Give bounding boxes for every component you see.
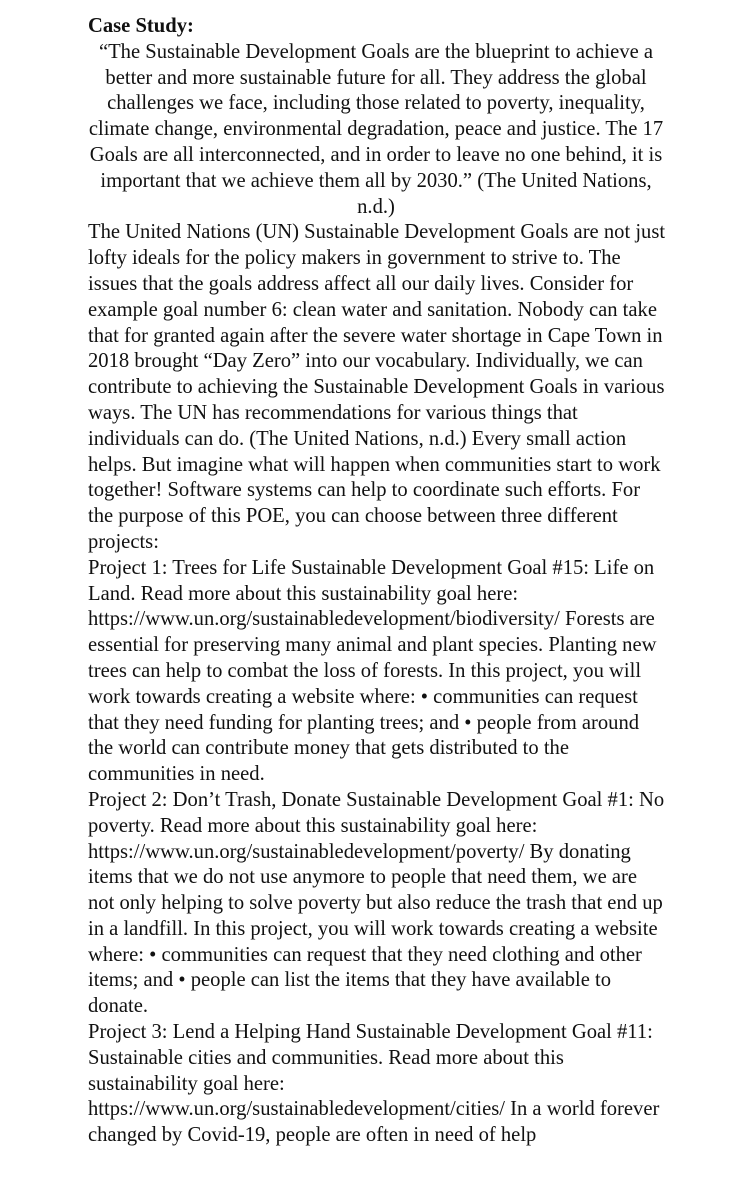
case-study-heading: Case Study: (88, 15, 194, 37)
project-2-paragraph: Project 2: Don’t Trash, Donate Sustainable Development Goal #1: No poverty. Read more about this sustainability goal here: https://www.un.org/sustainabledevelopment/poverty/ By donating items that we do not use anymore to people that need them, we are not only helping to solve poverty but also reduce the trash that end up in a landfill. In this project, you will work towards creating a website where: • communities can request that they need clothing and other items; and • people can list the items that they have available to donate. (88, 788, 665, 1018)
project-3-paragraph: Project 3: Lend a Helping Hand Sustainable Development Goal #11: Sustainable cities and communities. Read more about this sustainability goal here: https://www.un.org/sustainabledevelopment/cities/ In a world forever changed by Covid-19, people are often in need of help (88, 1021, 660, 1147)
un-quote: “The Sustainable Development Goals are the blueprint to achieve a better and more sustainable future for all. They address the global challenges we face, including those related to poverty, inequality, climate change, environmental degradation, peace and justice. The 17 Goals are all interconnected, and in order to leave no one behind, it is important that we achieve them all by 2030.” (The United Nations, n.d.) (88, 40, 664, 218)
intro-paragraph: The United Nations (UN) Sustainable Development Goals are not just lofty ideals for the policy makers in government to strive to. The issues that the goals address affect all our daily lives. Consider for example goal number 6: clean water and sanitation. Nobody can take that for granted again after the severe water shortage in Cape Town in 2018 brought “Day Zero” into our vocabulary. Individually, we can contribute to achieving the Sustainable Development Goals in various ways. The UN has recommendations for various things that individuals can do. (The United Nations, n.d.) Every small action helps. But imagine what will happen when communities start to work together! Software systems can help to coordinate such efforts. For the purpose of this POE, you can choose between three different projects: (88, 221, 666, 553)
project-1-paragraph: Project 1: Trees for Life Sustainable Development Goal #15: Life on Land. Read more about this sustainability goal here: https://www.un.org/sustainabledevelopment/biodiversity/ Forests are essential for preserving many animal and plant species. Planting new trees can help to combat the loss of forests. In this project, you will work towards creating a website where: • communities can request that they need funding for planting trees; and • people from around the world can contribute money that gets distributed to the communities in need. (88, 556, 657, 786)
document-body (88, 14, 668, 1149)
